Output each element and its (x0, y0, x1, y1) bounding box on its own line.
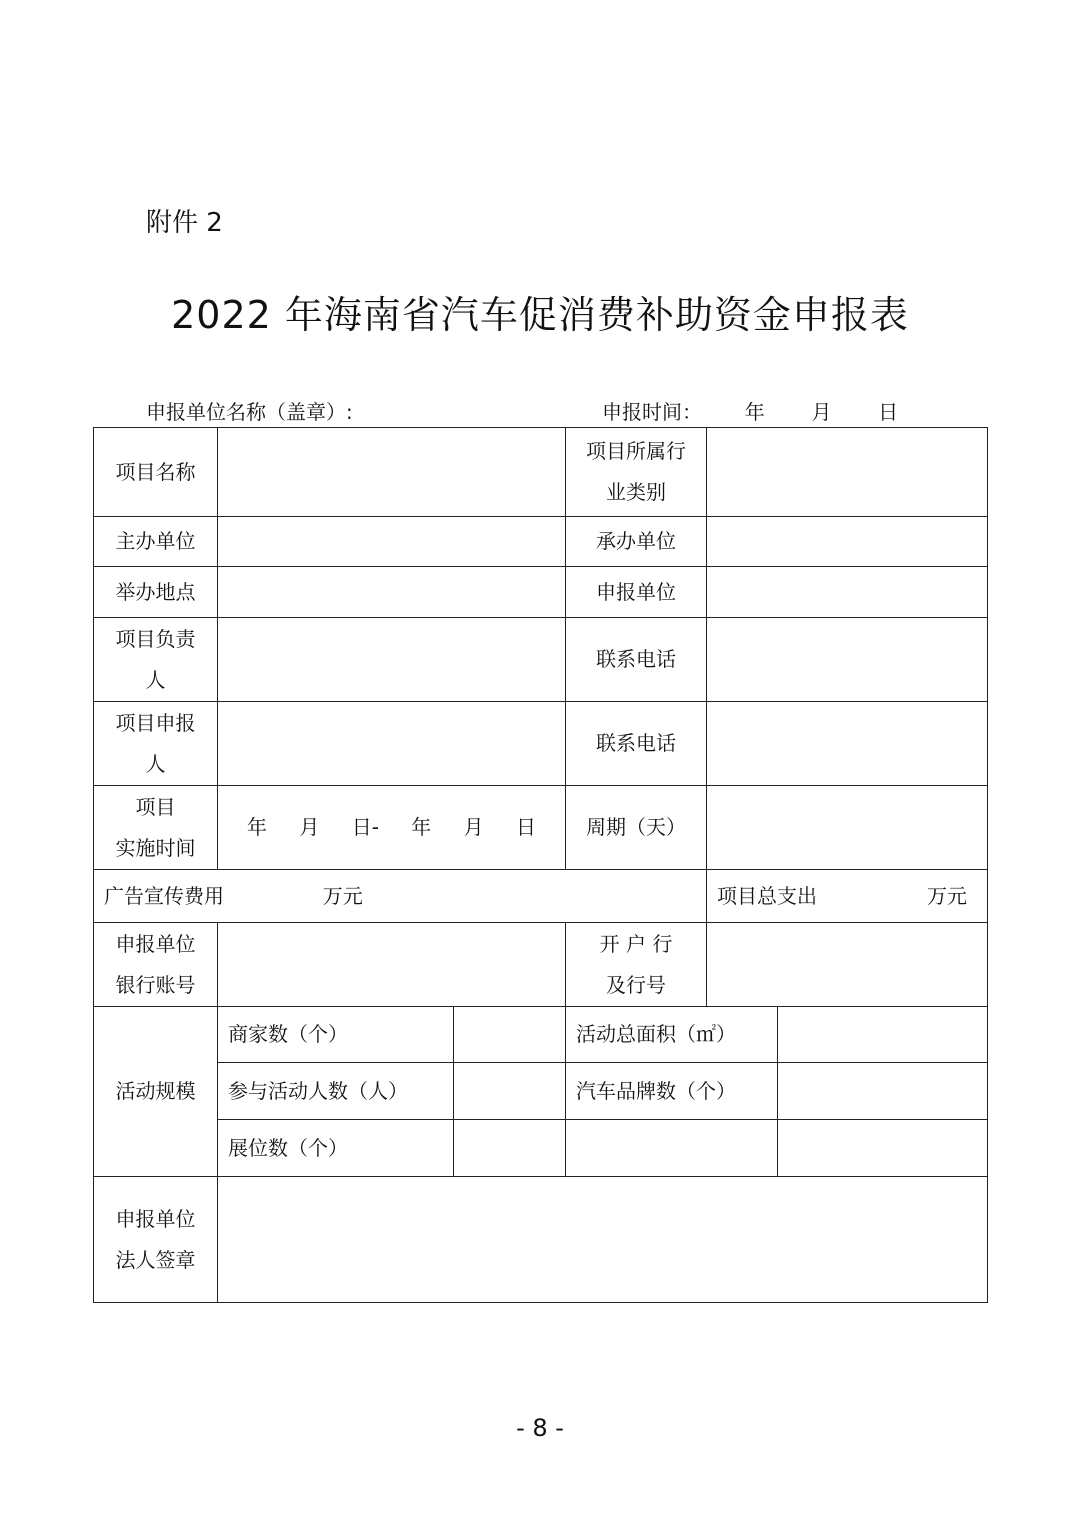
legal-seal-label-line1: 申报单位 (115, 1206, 196, 1231)
apply-time-row (602, 396, 898, 425)
reporter-phone-label: 联系电话 (566, 702, 707, 786)
month-label: 月 (811, 400, 832, 424)
area-label: 活动总面积（㎡） (566, 1007, 778, 1063)
empty-field-cell[interactable] (778, 1120, 988, 1177)
participants-field[interactable] (454, 1063, 566, 1120)
organizer-label: 承办单位 (566, 517, 707, 567)
venue-label: 举办地点 (94, 567, 218, 618)
reporter-label-line1: 项目申报 (115, 710, 196, 735)
table-row (94, 567, 988, 618)
impl-time-label-line2: 实施时间 (115, 835, 196, 860)
bank-account-label-line2: 银行账号 (115, 972, 196, 997)
legal-seal-field[interactable] (218, 1177, 988, 1303)
open-bank-label-line1: 开 户 行 (599, 931, 673, 956)
industry-label (566, 428, 707, 517)
leader-label-line2: 人 (145, 667, 166, 692)
merchants-field[interactable] (454, 1007, 566, 1063)
page-number: - 8 - (516, 1414, 564, 1442)
impl-time-label (94, 786, 218, 870)
project-name-label: 项目名称 (94, 428, 218, 517)
bank-account-label (94, 923, 218, 1007)
total-expense-label: 项目总支出 (717, 883, 817, 908)
ad-cost-label: 广告宣传费用 (104, 883, 224, 908)
industry-label-line2: 业类别 (606, 480, 666, 504)
form-title: 2022 年海南省汽车促消费补助资金申报表 (171, 293, 909, 337)
applicant-unit-label: 申报单位 (566, 567, 707, 618)
venue-field[interactable] (218, 567, 566, 618)
table-row (94, 923, 988, 1007)
reporter-field[interactable] (218, 702, 566, 786)
project-name-field[interactable] (218, 428, 566, 517)
total-expense-unit: 万元 (927, 883, 967, 908)
ad-cost-unit: 万元 (322, 883, 363, 908)
applicant-unit-field[interactable] (707, 567, 988, 618)
leader-phone-field[interactable] (707, 618, 988, 702)
table-row (94, 1063, 988, 1120)
ad-cost-cell[interactable] (94, 870, 707, 923)
merchants-label: 商家数（个） (218, 1007, 454, 1063)
open-bank-label (566, 923, 707, 1007)
booths-label: 展位数（个） (218, 1120, 454, 1177)
apply-time-label: 申报时间： (602, 400, 702, 424)
organizer-field[interactable] (707, 517, 988, 567)
legal-seal-label-line2: 法人签章 (115, 1247, 196, 1272)
bank-account-label-line1: 申报单位 (115, 931, 196, 956)
bank-account-field[interactable] (218, 923, 566, 1007)
leader-field[interactable] (218, 618, 566, 702)
reporter-label-line2: 人 (145, 751, 166, 776)
period-field[interactable] (707, 786, 988, 870)
industry-label-line1: 项目所属行 (586, 439, 686, 463)
table-row (94, 618, 988, 702)
table-row (94, 702, 988, 786)
period-label: 周期（天） (566, 786, 707, 870)
legal-seal-label (94, 1177, 218, 1303)
year-label: 年 (744, 400, 765, 424)
area-field[interactable] (778, 1007, 988, 1063)
leader-label (94, 618, 218, 702)
reporter-label (94, 702, 218, 786)
booths-field[interactable] (454, 1120, 566, 1177)
brands-label: 汽车品牌数（个） (566, 1063, 778, 1120)
brands-field[interactable] (778, 1063, 988, 1120)
empty-label-cell (566, 1120, 778, 1177)
application-form-table (93, 427, 988, 1303)
table-row (94, 786, 988, 870)
host-field[interactable] (218, 517, 566, 567)
table-row (94, 1007, 988, 1063)
reporter-phone-field[interactable] (707, 702, 988, 786)
impl-date-range[interactable]: 年 月 日- 年 月 日 (218, 786, 566, 870)
leader-phone-label: 联系电话 (566, 618, 707, 702)
attachment-label: 附件 2 (146, 208, 223, 238)
industry-field[interactable] (707, 428, 988, 517)
participants-label: 参与活动人数（人） (218, 1063, 454, 1120)
table-row (94, 1177, 988, 1303)
table-row (94, 428, 988, 517)
activity-scale-label: 活动规模 (94, 1007, 218, 1177)
day-label: 日 (878, 400, 899, 424)
host-label: 主办单位 (94, 517, 218, 567)
open-bank-field[interactable] (707, 923, 988, 1007)
table-row (94, 517, 988, 567)
impl-time-label-line1: 项目 (135, 794, 176, 819)
open-bank-label-line2: 及行号 (606, 972, 666, 997)
table-row (94, 1120, 988, 1177)
table-row (94, 870, 988, 923)
leader-label-line1: 项目负责 (115, 626, 196, 651)
total-expense-cell[interactable] (707, 870, 988, 923)
org-name-label: 申报单位名称（盖章）: (146, 400, 353, 424)
